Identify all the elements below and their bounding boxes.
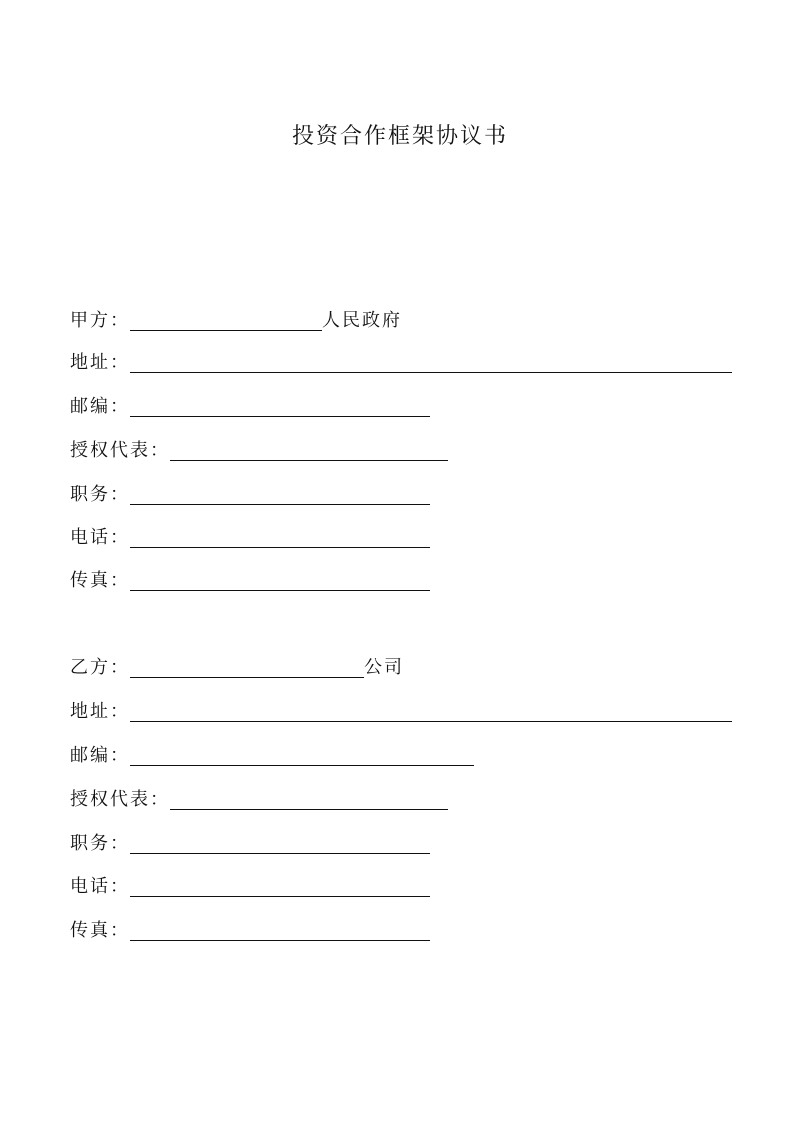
party-b-name-suffix: 公司 (364, 657, 404, 678)
party-b-phone-field[interactable] (130, 876, 430, 897)
party-b-representative-label: 授权代表： (70, 789, 170, 810)
party-a-fax-label: 传真： (70, 570, 130, 591)
party-a-position-row (70, 482, 430, 508)
party-a-postcode-row (70, 394, 430, 420)
party-b-fax-field[interactable] (130, 920, 430, 941)
party-a-name-field[interactable] (130, 310, 322, 331)
party-b-postcode-label: 邮编： (70, 745, 130, 766)
party-b-fax-label: 传真： (70, 920, 130, 941)
party-a-name-suffix: 人民政府 (322, 310, 402, 331)
party-b-phone-label: 电话： (70, 876, 130, 897)
party-b-name-label: 乙方： (70, 657, 130, 678)
party-a-phone-row (70, 525, 430, 551)
party-b-representative-row (70, 787, 448, 813)
party-b-position-row (70, 831, 430, 857)
party-a-address-row (70, 350, 732, 376)
party-a-phone-label: 电话： (70, 527, 130, 548)
party-a-representative-row (70, 438, 448, 464)
party-b-position-label: 职务： (70, 833, 130, 854)
party-b-address-field[interactable] (130, 701, 732, 722)
party-b-fax-row (70, 918, 430, 944)
party-a-phone-field[interactable] (130, 527, 430, 548)
document-title: 投资合作框架协议书 (291, 124, 508, 149)
party-a-fax-field[interactable] (130, 570, 430, 591)
party-b-name-row (70, 655, 404, 681)
party-b-address-label: 地址： (70, 701, 130, 722)
party-a-name-row (70, 308, 402, 334)
party-b-representative-field[interactable] (170, 789, 448, 810)
party-b-position-field[interactable] (130, 833, 430, 854)
party-a-fax-row (70, 568, 430, 594)
party-a-name-label: 甲方： (70, 310, 130, 331)
party-b-name-field[interactable] (130, 657, 364, 678)
party-b-postcode-row (70, 743, 474, 769)
party-a-address-label: 地址： (70, 352, 130, 373)
party-a-position-field[interactable] (130, 484, 430, 505)
party-b-phone-row (70, 874, 430, 900)
party-b-postcode-field[interactable] (130, 745, 474, 766)
party-a-representative-field[interactable] (170, 440, 448, 461)
party-a-postcode-label: 邮编： (70, 396, 130, 417)
party-a-representative-label: 授权代表： (70, 440, 170, 461)
party-a-position-label: 职务： (70, 484, 130, 505)
party-a-address-field[interactable] (130, 352, 732, 373)
party-b-address-row (70, 699, 732, 725)
party-a-postcode-field[interactable] (130, 396, 430, 417)
